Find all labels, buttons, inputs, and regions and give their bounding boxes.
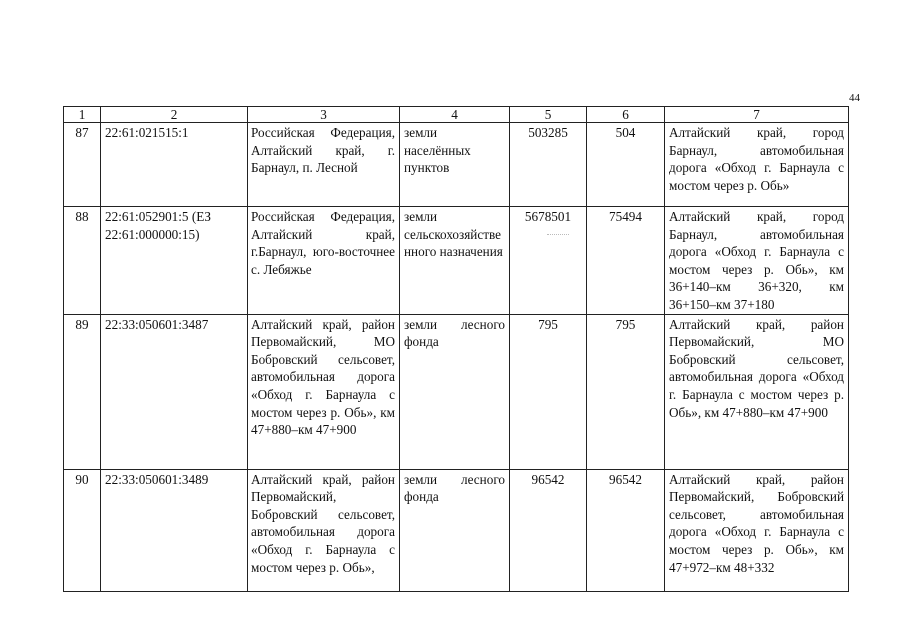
col-header-7: 7 <box>665 107 849 123</box>
row-number: 87 <box>64 123 101 207</box>
col-header-2: 2 <box>101 107 248 123</box>
table-row <box>64 469 849 591</box>
land-category: земли сельскохозяйственного назначения <box>400 207 510 315</box>
plot-area-total: 96542 <box>510 469 587 591</box>
land-category: земли лесного фонда <box>400 469 510 591</box>
plot-location <box>248 469 400 591</box>
plot-area-total: 503285 <box>510 123 587 207</box>
road-object: Алтайский край, район Первомайский, Бобровский сельсовет, автомобильная дорога «Обход г. Барнаула с мостом через р. Обь», км 47+972–км 48+332 <box>665 469 849 591</box>
row-number: 90 <box>64 469 101 591</box>
land-category: земли лесного фонда <box>400 314 510 469</box>
table-row <box>64 123 849 207</box>
col-header-6: 6 <box>587 107 665 123</box>
table-row <box>64 314 849 469</box>
cadastral-number: 22:61:021515:1 <box>101 123 248 207</box>
land-plots-table <box>63 106 849 592</box>
plot-location-text: Алтайский край, район Первомайский, Бобровский сельсовет, автомобильная дорога «Обход г. Барнаула с мостом через р. Обь», <box>251 471 395 575</box>
plot-location: Российская Федерация, Алтайский край, г. Барнаул, п. Лесной <box>248 123 400 207</box>
col-header-4: 4 <box>400 107 510 123</box>
plot-area-seized: 96542 <box>587 469 665 591</box>
scan-artifact <box>547 234 569 237</box>
road-object: Алтайский край, город Барнаул, автомобильная дорога «Обход г. Барнаула с мостом через р. Обь» <box>665 123 849 207</box>
row-number: 89 <box>64 314 101 469</box>
col-header-5: 5 <box>510 107 587 123</box>
plot-area-total: 795 <box>510 314 587 469</box>
plot-area-seized: 75494 <box>587 207 665 315</box>
col-header-1: 1 <box>64 107 101 123</box>
col-header-3: 3 <box>248 107 400 123</box>
header-row <box>64 107 849 123</box>
plot-area-seized: 504 <box>587 123 665 207</box>
road-object: Алтайский край, район Первомайский, МО Бобровский сельсовет, автомобильная дорога «Обход г. Барнаула с мостом через р. Обь», км 47+880–км 47+900 <box>665 314 849 469</box>
plot-area-seized: 795 <box>587 314 665 469</box>
cadastral-number: 22:61:052901:5 (ЕЗ 22:61:000000:15) <box>101 207 248 315</box>
cadastral-number: 22:33:050601:3487 <box>101 314 248 469</box>
land-category: земли населённых пунктов <box>400 123 510 207</box>
table-row <box>64 207 849 315</box>
road-object: Алтайский край, город Барнаул, автомобильная дорога «Обход г. Барнаула с мостом через р. Обь», км 36+140–км 36+320, км 36+150–км 37+180 <box>665 207 849 315</box>
plot-location: Алтайский край, район Первомайский, МО Бобровский сельсовет, автомобильная дорога «Обход г. Барнаула с мостом через р. Обь», км 47+880–км 47+900 <box>248 314 400 469</box>
plot-area-total: 5678501 <box>510 207 587 315</box>
plot-location: Российская Федерация, Алтайский край, г.Барнаул, юго-восточнее с. Лебяжье <box>248 207 400 315</box>
row-number: 88 <box>64 207 101 315</box>
page-number: 44 <box>849 92 860 104</box>
cadastral-number: 22:33:050601:3489 <box>101 469 248 591</box>
